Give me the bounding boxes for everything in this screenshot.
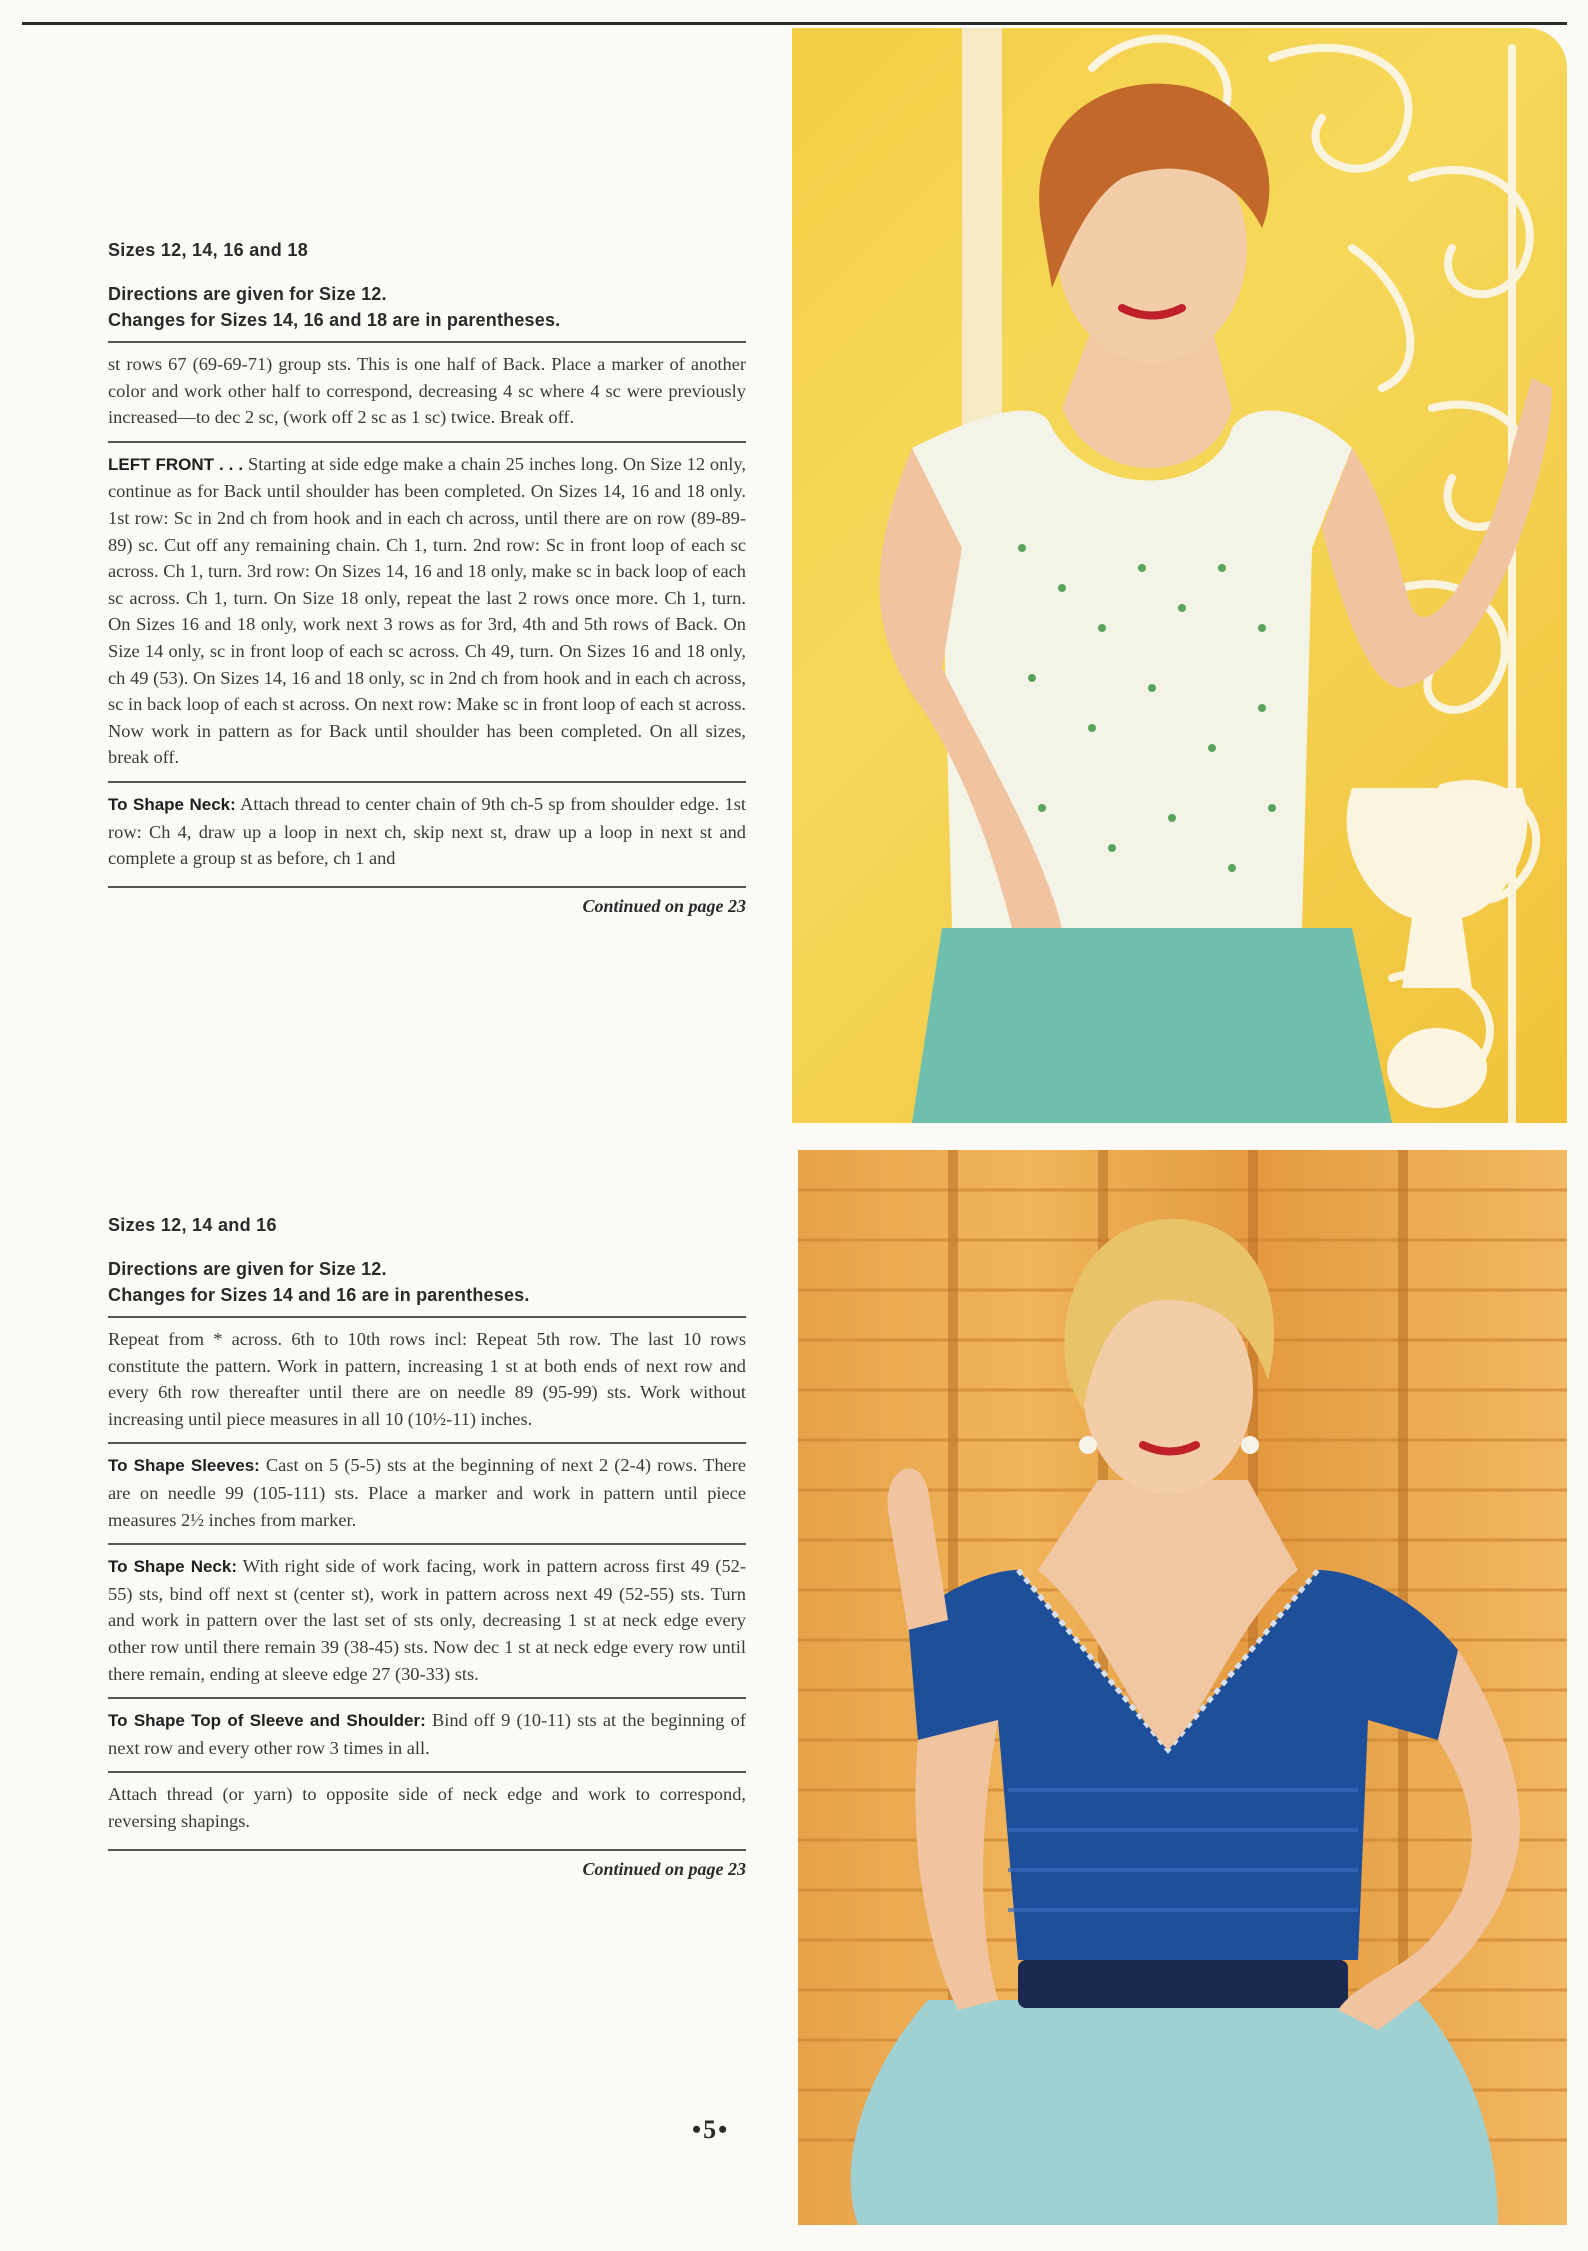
top-rule — [22, 22, 1567, 25]
paragraph-shape-sleeve-top — [108, 1697, 746, 1771]
directions-line-2: Changes for Sizes 14 and 16 are in parentheses. — [108, 1285, 530, 1305]
continued-note: Continued on page 23 — [108, 1849, 746, 1880]
paragraph — [108, 1316, 746, 1442]
directions-note — [108, 281, 746, 333]
paragraph-text: st rows 67 (69-69-71) group sts. This is one half of Back. Place a marker of another color and work other half to correspond, decreasing 4 sc where 4 sc were previously increased—to dec 2 sc, (work off 2 sc as 1 sc) twice. Break off. — [108, 354, 746, 428]
paragraph-text: Starting at side edge make a chain 25 inches long. On Size 12 only, continue as for Back until shoulder has been completed. On Sizes 14, 16 and 18 only. 1st row: Sc in 2nd ch from hook and in each ch across, until there are on row (89-89-89) sc. Cut off any remaining chain. Ch 1, turn. 2nd row: Sc in front loop of each sc across. Ch 1, turn. 3rd row: On Sizes 14, 16 and 18 only, make sc in back loop of each sc across. Ch 1, turn. On Size 18 only, repeat the last 2 rows once more. Ch 1, turn. On Sizes 16 and 18 only, work next 3 rows as for 3rd, 4th and 5th rows of Back. On Size 14 only, sc in front loop of each sc across. Ch 49, turn. On Sizes 16 and 18 only, ch 49 (53). On Sizes 14, 16 and 18 only, sc in 2nd ch from hook and in each ch across, sc in back loop of each st across. On next row: Make sc in front loop of each st across. Now work in pattern as for Back until shoulder has been completed. On all sizes, break off. — [108, 453, 746, 768]
pattern-text-bottom — [108, 1215, 746, 1880]
pattern-text-top — [108, 240, 746, 917]
paragraph-shape-neck — [108, 1543, 746, 1697]
photo-illustration — [792, 28, 1567, 1123]
paragraph — [108, 1771, 746, 1844]
continued-note: Continued on page 23 — [108, 886, 746, 917]
photo-model-blue-sweater — [798, 1150, 1567, 2225]
paragraph-left-front — [108, 441, 746, 781]
paragraph-label: To Shape Neck: — [108, 794, 236, 814]
directions-line-1: Directions are given for Size 12. — [108, 284, 387, 304]
paragraph-text: Bind off 9 (10-11) sts at the beginning of next row and every other row 3 times in all. — [108, 1710, 746, 1758]
paragraph-shape-neck — [108, 781, 746, 882]
paragraph-label: LEFT FRONT . . . — [108, 454, 244, 474]
paragraph-text: Repeat from * across. 6th to 10th rows incl: Repeat 5th row. The last 10 rows constitute the pattern. Work in pattern, increasing 1 st at both ends of next row and every 6th row thereafter until there are on needle 89 (95-99) sts. Work without increasing until piece measures in all 10 (10½-11) inches. — [108, 1329, 746, 1429]
page-number: •5• — [692, 2115, 730, 2144]
directions-line-2: Changes for Sizes 14, 16 and 18 are in parentheses. — [108, 310, 561, 330]
paragraph-label: To Shape Top of Sleeve and Shoulder: — [108, 1711, 426, 1731]
paragraph-text: Attach thread (or yarn) to opposite side of neck edge and work to correspond, reversing shapings. — [108, 1784, 746, 1831]
paragraph-label: To Shape Neck: — [108, 1557, 237, 1577]
directions-line-1: Directions are given for Size 12. — [108, 1259, 387, 1279]
sizes-heading: Sizes 12, 14 and 16 — [108, 1215, 277, 1235]
paragraph-text: Cast on 5 (5-5) sts at the beginning of next 2 (2-4) rows. There are on needle 99 (105-111) sts. Place a marker and work in pattern until piece measures 2½ inches from marker. — [108, 1455, 747, 1530]
paragraph — [108, 341, 746, 441]
photo-model-sleeveless-top — [792, 28, 1567, 1123]
paragraph-shape-sleeves — [108, 1442, 746, 1543]
directions-note — [108, 1256, 746, 1308]
paragraph-text: With right side of work facing, work in pattern across first 49 (52-55) sts, bind off next st (center st), work in pattern across next 49 (52-55) sts. Turn and work in pattern over the last set of sts only, decreasing 1 st at neck edge every other row until there remain 39 (38-45) sts. Now dec 1 st at neck edge every row until there remain, ending at sleeve edge 27 (30-33) sts. — [108, 1556, 746, 1684]
photo-illustration — [798, 1150, 1567, 2225]
paragraph-label: To Shape Sleeves: — [108, 1456, 260, 1476]
sizes-heading: Sizes 12, 14, 16 and 18 — [108, 240, 309, 260]
paragraph-text: Attach thread to center chain of 9th ch-5 sp from shoulder edge. 1st row: Ch 4, draw up a loop in next ch, skip next st, draw up a loop in next st and complete a group st as before, ch 1 and — [108, 793, 746, 869]
